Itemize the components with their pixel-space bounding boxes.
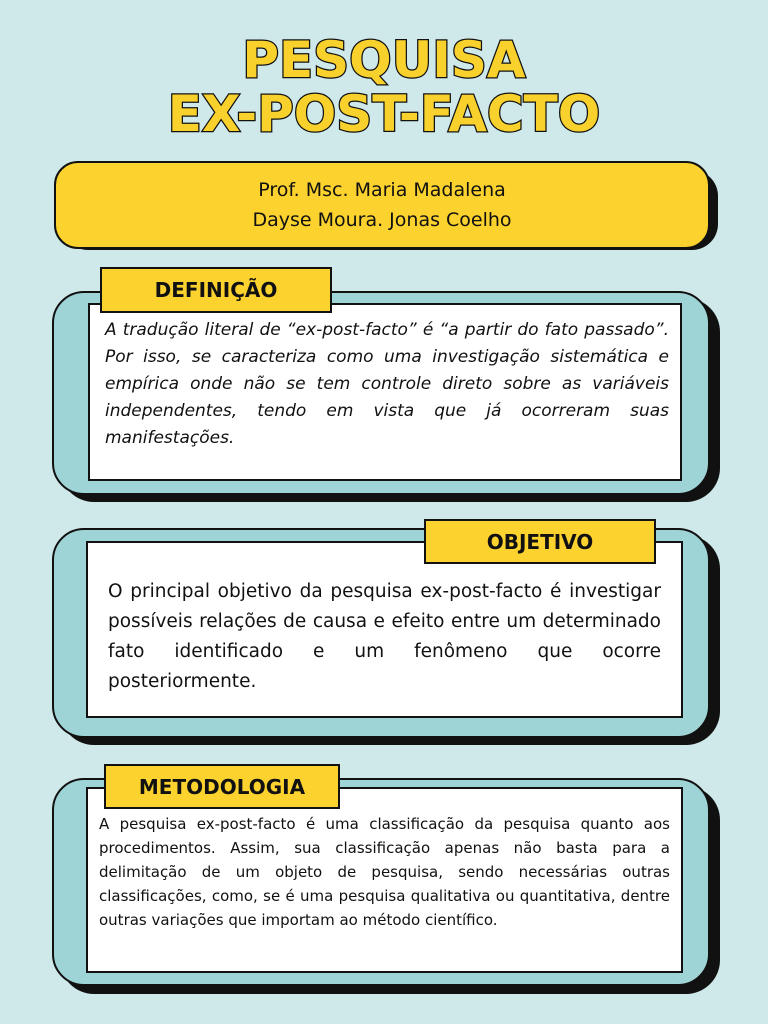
objetivo-heading: OBJETIVO [424, 519, 656, 564]
title-line-1: PESQUISA [242, 31, 526, 89]
authors-line-2: Dayse Moura. Jonas Coelho [252, 209, 512, 231]
metodologia-heading: METODOLOGIA [104, 764, 340, 809]
objetivo-text: O principal objetivo da pesquisa ex-post-facto é investigar possíveis relações de causa e efeito entre um determinado fato identificado e um fenômeno que ocorre posteriormente. [108, 581, 661, 692]
authors-box [54, 161, 710, 249]
authors-line-1: Prof. Msc. Maria Madalena [258, 179, 506, 201]
metodologia-text: A pesquisa ex-post-facto é uma classificação da pesquisa quanto aos procedimentos. Assim, sua classificação apenas não basta para a delimitação de um objeto de pesquisa, sendo necessárias outras classificações, como, se é uma pesquisa qualitativa ou quantitativa, dentre outras variações que importam ao método científico. [99, 815, 670, 929]
definicao-text: A tradução literal de “ex-post-facto” é “a partir do fato passado”. Por isso, se caracteriza como uma investigação sistemática e empírica onde não se tem controle direto sobre as variáveis independentes, tendo em vista que já ocorreram suas manifestações. [105, 320, 669, 448]
title-line-2: EX-POST-FACTO [167, 85, 601, 143]
definicao-heading: DEFINIÇÃO [100, 267, 332, 313]
